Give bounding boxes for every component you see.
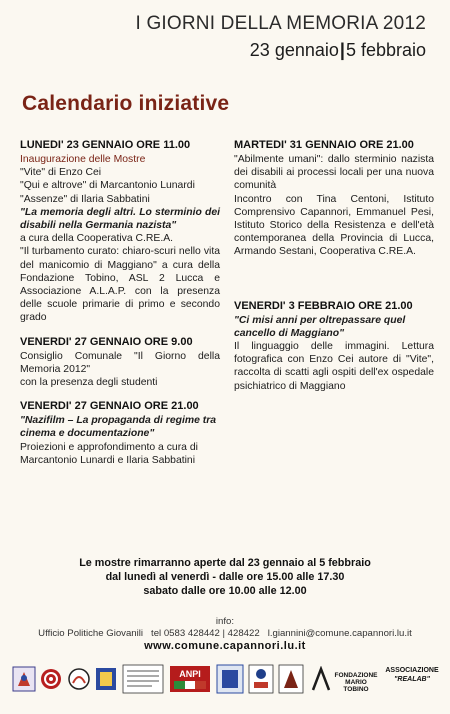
website-link[interactable]: www.comune.capannori.lu.it [144, 640, 306, 652]
provincia-logo-icon [248, 664, 274, 694]
email-address[interactable]: l.giannini@comune.capannori.lu.it [267, 628, 412, 639]
event-line: "Il turbamento curato: chiaro-scuri nello vita del manicomio di Maggiano" a cura della Fondazione Tobino, ASL 2 Lucca e Associazione A.L.A.P. con la presenza delle scuole primarie di primo e secondo grado [20, 246, 220, 324]
date-end: 5 febbraio [345, 40, 426, 60]
anpi-logo-text: ANPI [179, 669, 201, 679]
contact-line [0, 628, 450, 640]
event-line: Proiezioni e approfondimento a cura di Marcantonio Lunardi e Ilaria Sabbatini [20, 441, 198, 466]
section-title: Calendario iniziative [22, 92, 230, 115]
event-heading: MARTEDI' 31 GENNAIO ORE 21.00 [234, 139, 414, 151]
tobino-logo-icon [310, 666, 332, 692]
event-line: Consiglio Comunale "Il Giorno della Memoria 2012" [20, 350, 220, 375]
event-line: Inaugurazione delle Mostre [20, 154, 146, 165]
sponsor-logos [12, 662, 440, 706]
info-label: info: [215, 616, 235, 627]
poster-header [135, 12, 426, 62]
event-line: "Ci misi anni per oltrepassare quel cancello di Maggiano" [234, 314, 406, 339]
hours-line: dal lunedì al venerdì - dalle ore 15.00 alle 17.30 [105, 571, 345, 583]
event-heading: VENERDI' 27 GENNAIO ORE 9.00 [20, 335, 193, 348]
regione-logo-icon [278, 664, 304, 694]
phone-number: tel 0583 428442 | 428422 [151, 628, 260, 639]
date-separator: | [339, 40, 345, 60]
event-line: "Vite" di Enzo Cei [20, 167, 102, 179]
event-line: a cura della Cooperativa C.RE.A. [20, 233, 174, 245]
hours-line: Le mostre rimarranno aperte dal 23 gennaio al 5 febbraio [79, 557, 371, 569]
event-line: "Qui e altrove" di Marcantonio Lunardi [20, 180, 195, 192]
event-martedi-31 [234, 138, 434, 259]
event-heading: LUNEDI' 23 GENNAIO ORE 11.00 [20, 139, 191, 151]
hours-line: sabato dalle ore 10.00 alle 12.00 [143, 585, 307, 597]
contact-block [0, 616, 450, 652]
event-venerdi-27-evening [20, 399, 220, 467]
date-range [135, 38, 426, 62]
event-line: con la presenza degli studenti [20, 377, 158, 389]
emblem-logo-icon [94, 666, 118, 692]
event-lunedi-23 [20, 138, 220, 325]
realab-logo-text: ASSOCIAZIONE "REALAB" [385, 667, 439, 683]
poster-title: I GIORNI DELLA MEMORIA 2012 [135, 13, 426, 34]
date-start: 23 gennaio [249, 40, 339, 60]
office-name: Ufficio Politiche Giovanili [38, 628, 144, 639]
event-line: Incontro con Tina Centoni, Istituto Comprensivo Capannori, Emmanuel Pesi, Istituto Storico della Resistenza e dell'età contemporanea della Provincia di Lucca, Armando Sestani, Cooperativa C.RE.A. [234, 193, 434, 258]
event-venerdi-3 [234, 299, 434, 393]
left-column [20, 138, 220, 477]
event-heading: VENERDI' 27 GENNAIO ORE 21.00 [20, 400, 199, 413]
anpi-logo-icon [170, 666, 210, 692]
event-line: "La memoria degli altri. Lo sterminio dei disabili nella Germania nazista" [20, 206, 220, 232]
right-column [234, 138, 434, 403]
exhibition-hours [0, 556, 450, 598]
lucca-logo-icon [216, 664, 244, 694]
circle-logo-icon [68, 668, 90, 690]
tobino-logo-text: FONDAZIONE MARIO TOBINO [334, 672, 378, 693]
flag-stripes [174, 681, 206, 689]
comune-logo-icon [12, 666, 36, 692]
spiral-logo-icon [40, 668, 62, 690]
event-line: "Nazifilm – La propaganda di regime tra cinema e documentazione" [20, 415, 217, 440]
event-heading: VENERDI' 3 FEBBRAIO ORE 21.00 [234, 299, 413, 312]
event-line: "Assenze" di Ilaria Sabbatini [20, 193, 150, 205]
event-venerdi-27-morning [20, 335, 220, 390]
event-line: Il linguaggio delle immagini. Lettura fotografica con Enzo Cei autore di "Vite", raccolta di scatti agli ospiti dell'ex ospedale psichiatrico di Maggiano [234, 341, 434, 392]
event-line: "Abilmente umani": dallo sterminio nazista dei disabili ai processi locali per una nuova comunità [234, 154, 434, 192]
istituto-logo-icon [122, 664, 164, 694]
